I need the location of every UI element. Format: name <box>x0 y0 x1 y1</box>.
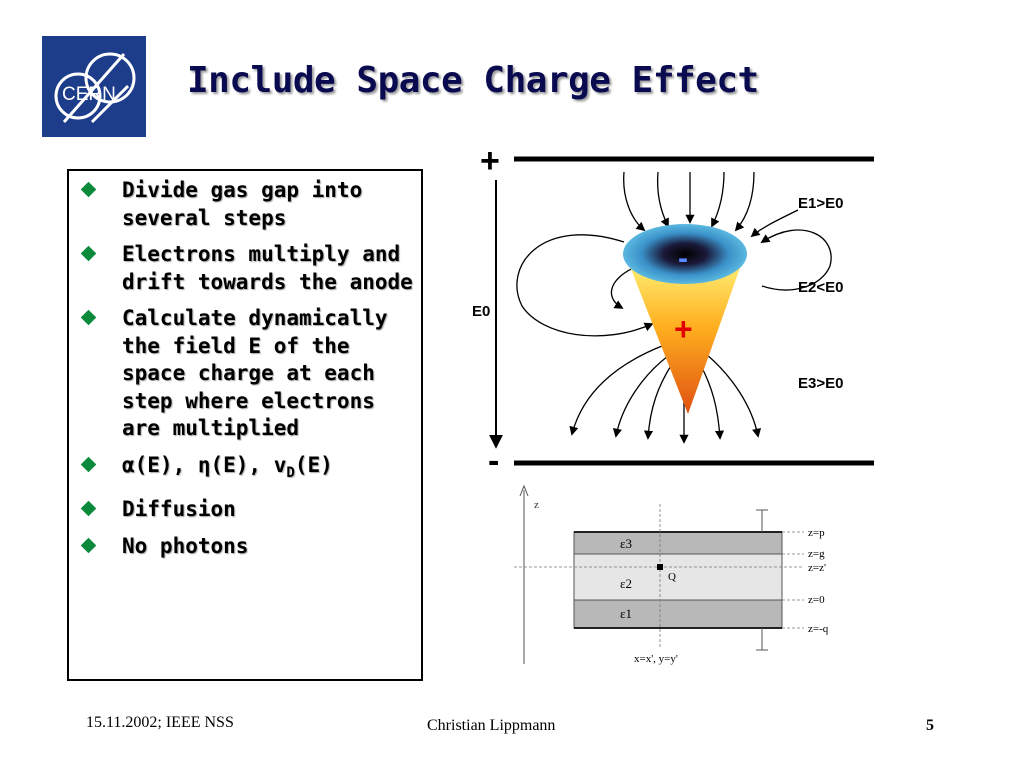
layer-eps2-label: ε2 <box>620 576 632 591</box>
bullet-box <box>67 169 423 681</box>
bullet-diamond-icon <box>81 310 97 326</box>
point-charge <box>657 564 663 570</box>
bullet-item <box>69 241 421 296</box>
footer-date: 15.11.2002; IEEE NSS <box>86 714 234 731</box>
ion-sign: + <box>674 311 693 347</box>
e1-label: E1>E0 <box>798 195 844 212</box>
bullet-item <box>69 177 421 232</box>
bullet-list <box>69 177 421 569</box>
level-label: z=z' <box>808 562 826 574</box>
layer-eps3 <box>574 532 782 554</box>
bullet-item <box>69 533 421 561</box>
bullet-item <box>69 452 421 488</box>
level-label: z=g <box>808 548 825 560</box>
bullet-text: Electrons multiply and drift towards the anode <box>122 242 413 294</box>
electron-sign: - <box>678 242 688 275</box>
bullet-text: Diffusion <box>122 497 236 522</box>
bullet-item <box>69 305 421 443</box>
level-label: z=0 <box>808 594 825 606</box>
plus-sign: + <box>480 146 500 180</box>
z-axis-label: z <box>534 499 539 511</box>
bullet-diamond-icon <box>81 246 97 262</box>
e3-label: E3>E0 <box>798 375 844 392</box>
bullet-text: α(E), η(E), $v_D(E)$ <box>122 452 333 481</box>
e0-label: E0 <box>472 303 491 320</box>
layer-eps3-label: ε3 <box>620 536 632 551</box>
layer-eps2 <box>574 554 782 600</box>
bullet-item <box>69 496 421 524</box>
slide-title: Include Space Charge Effect <box>187 60 759 101</box>
bullet-text: Divide gas gap into several steps <box>122 178 363 230</box>
minus-sign: - <box>488 442 500 476</box>
level-label: z=-q <box>808 623 829 635</box>
bullet-text: No photons <box>122 533 249 558</box>
layer-eps1-label: ε1 <box>620 606 632 621</box>
layer-eps1 <box>574 600 782 628</box>
footer-page-number: 5 <box>926 717 934 734</box>
bottom-coords-label: x=x', y=y' <box>634 653 678 665</box>
bullet-diamond-icon <box>81 182 97 198</box>
level-label: z=p <box>808 527 825 539</box>
bullet-diamond-icon <box>81 456 97 472</box>
logo-text: CERN <box>62 84 116 105</box>
footer-author: Christian Lippmann <box>427 717 556 734</box>
avalanche-field-diagram <box>462 146 882 476</box>
bullet-text: Calculate dynamically the field E of the space charge at each step where electrons are multiplied <box>122 306 388 440</box>
layer-schematic <box>514 484 854 670</box>
cern-logo <box>42 36 146 137</box>
charge-label: Q <box>668 571 676 583</box>
bullet-diamond-icon <box>81 537 97 553</box>
bullet-diamond-icon <box>81 501 97 517</box>
e2-label: E2<E0 <box>798 279 844 296</box>
